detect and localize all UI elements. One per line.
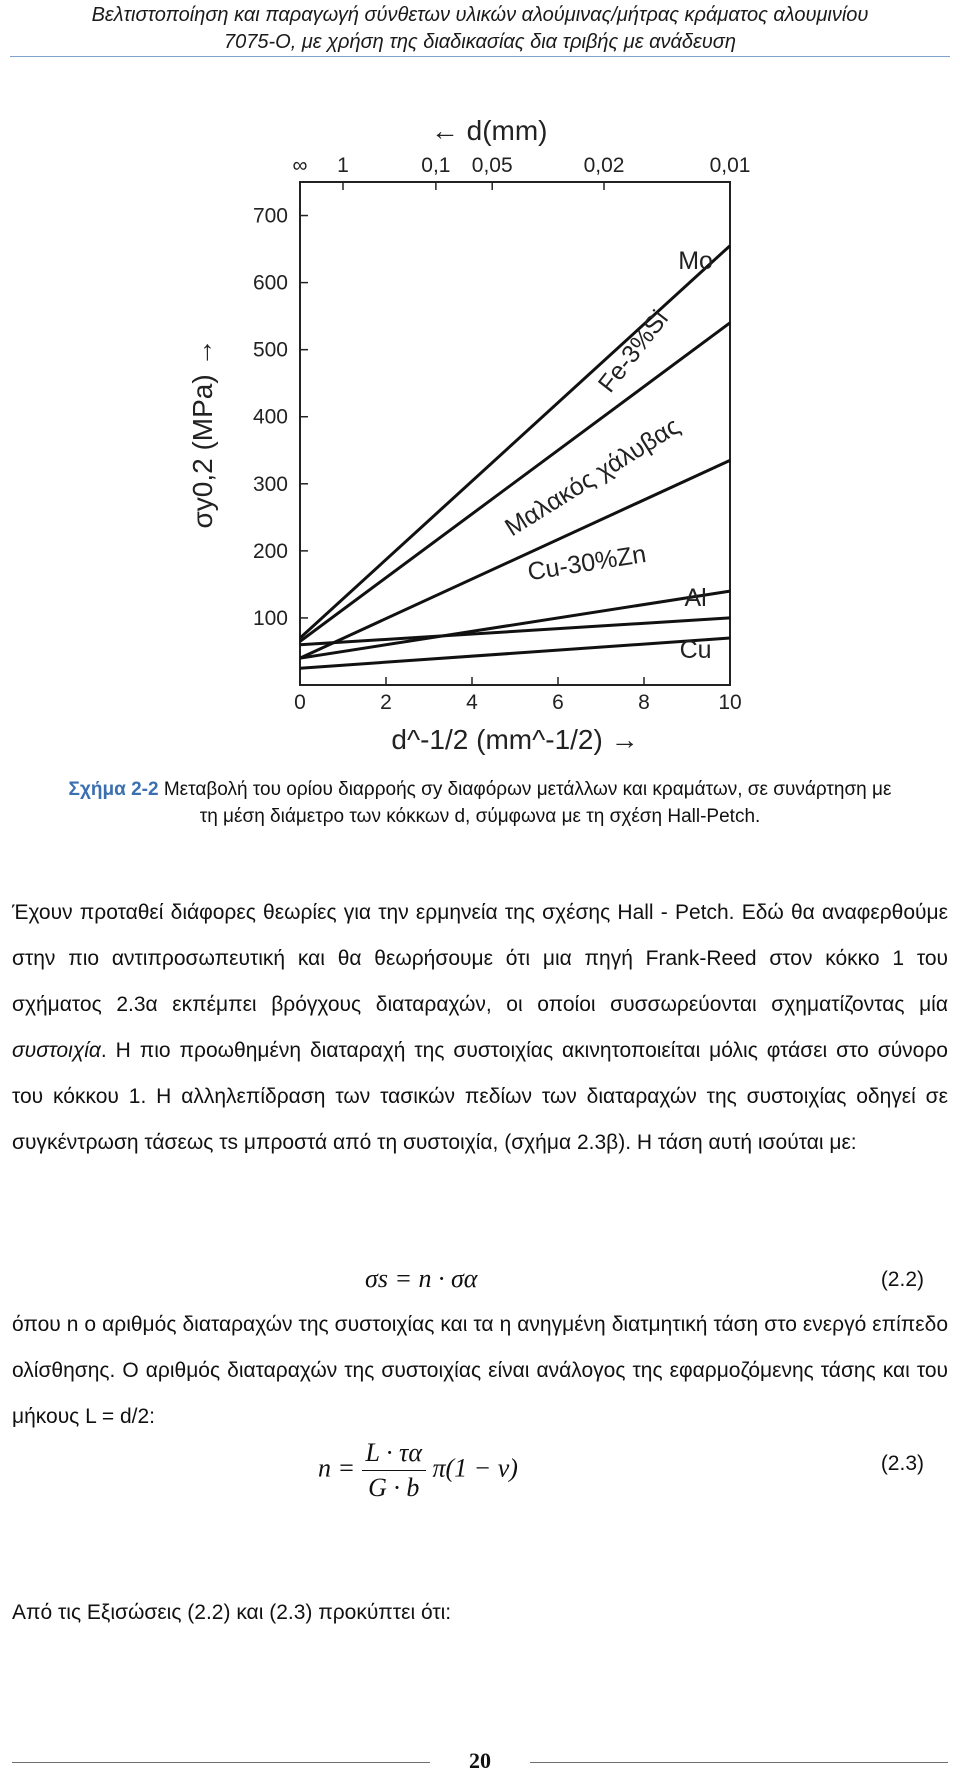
x-tick-label: 4: [466, 691, 478, 714]
paragraph-1-italic: συστοιχία: [12, 1039, 101, 1062]
body-paragraph-2: [12, 1302, 948, 1440]
x-axis-title: d^-1/2 (mm^-1/2) →: [391, 724, 639, 755]
running-header: [0, 0, 960, 56]
x-tick-label: 0: [294, 691, 306, 714]
y-tick-label: 200: [252, 539, 288, 563]
series-line: [300, 618, 730, 645]
series-label: Cu-30%Zn: [525, 539, 649, 587]
body-paragraph-3: [12, 1590, 948, 1636]
y-tick-label: 100: [252, 606, 288, 630]
y-tick-label: 500: [252, 338, 288, 362]
header-line-2: 7075-O, με χρήση της διαδικασίας δια τριβής με ανάδευση: [224, 31, 736, 53]
x-tick-label: 2: [380, 691, 392, 714]
header-rule: [10, 56, 950, 57]
equation-2-2-formula: σs = n · σα: [365, 1264, 478, 1293]
figure-caption: [60, 776, 900, 830]
top-tick-label: 0,05: [471, 154, 513, 177]
series-lines: [300, 246, 730, 669]
y-tick-label: 400: [252, 405, 288, 429]
footer-rule-right: [530, 1762, 948, 1763]
equation-2-3-fraction: [362, 1438, 426, 1503]
paragraph-1-text: Έχουν προταθεί διάφορες θεωρίες για την ερμηνεία της σχέσης Hall - Petch. Εδώ θα αναφερθούμε στην πιο αντιπροσωπευτική και θα θεωρήσουμε ότι μια πηγή Frank-Reed στον κόκκο 1 του σχήματος 2.3α εκπέμπει βρόγχους διαταραχών, οι οποίοι συσσωρεύονται σχηματίζοντας μία: [12, 901, 948, 1016]
equation-2-3-number: (2.3): [880, 1452, 924, 1475]
series-line: [300, 638, 730, 668]
paragraph-3-text: Από τις Εξισώσεις (2.2) και (2.3) προκύπτει ότι:: [12, 1601, 452, 1624]
series-line: [300, 591, 730, 658]
figure-caption-label: Σχήμα 2-2: [68, 779, 159, 800]
series-label: Al: [684, 583, 707, 612]
y-tick-label: 700: [252, 204, 288, 228]
y-axis-title: σy0,2 (MPa) →: [187, 338, 218, 529]
x-tick-label: 8: [638, 691, 650, 714]
hall-petch-chart: [0, 120, 960, 760]
top-axis-title: ← d(mm): [430, 120, 548, 146]
x-tick-label: 10: [718, 691, 742, 714]
header-line-1: Βελτιστοποίηση και παραγωγή σύνθετων υλικών αλούμινας/μήτρας κράματος αλουμινίου: [91, 4, 869, 26]
top-tick-label: 0,1: [421, 154, 451, 177]
equation-2-3-numerator: L · τα: [362, 1438, 426, 1471]
body-paragraph-1: [12, 890, 948, 1166]
y-tick-label: 600: [252, 271, 288, 295]
y-tick-label: 300: [252, 472, 288, 496]
top-tick-label: 0,02: [583, 154, 625, 177]
series-label: Fe-3%Si: [592, 305, 674, 398]
series-line: [300, 323, 730, 642]
equation-2-3: [0, 1430, 960, 1520]
paragraph-1-rest: . Η πιο προωθημένη διαταραχή της συστοιχίας ακινητοποιείται μόλις φτάσει στο σύνορο του κόκκου 1. Η αλληλεπίδραση των τασικών πεδίων των διαταραχών της συστοιχίας οδηγεί σε συγκέντρωση τάσεως τs μπροστά από τη συστοιχία, (σχήμα 2.3β). Η τάση αυτή ισούται με:: [12, 1039, 948, 1154]
equation-2-2: [0, 1260, 960, 1304]
series-label: Cu: [679, 636, 712, 665]
equation-2-3-denominator: G · b: [368, 1473, 420, 1502]
top-tick-label: 0,01: [709, 154, 751, 177]
series-label: Mo: [678, 247, 713, 276]
equation-2-2-number: (2.2): [880, 1268, 924, 1291]
footer-rule-left: [12, 1762, 430, 1763]
top-tick-label: 1: [337, 154, 349, 177]
series-label: Μαλακός χάλυβας: [500, 412, 685, 542]
top-tick-label: ∞: [292, 154, 308, 177]
x-tick-label: 6: [552, 691, 564, 714]
figure-caption-text: Μεταβολή του ορίου διαρροής σy διαφόρων μετάλλων και κραμάτων, σε συνάρτηση με τη μέση διάμετρο των κόκκων d, σύμφωνα με τη σχέση Hall-Petch.: [163, 779, 892, 827]
equation-2-3-formula: [318, 1438, 518, 1503]
chart-labels: [187, 120, 750, 755]
equation-2-3-right: π(1 − ν): [432, 1453, 518, 1483]
equation-2-3-left: n =: [318, 1453, 356, 1483]
series-line: [300, 460, 730, 658]
page-number: 20: [469, 1748, 491, 1773]
paragraph-2-text: όπου n ο αριθμός διαταραχών της συστοιχίας και τα η ανηγμένη διατμητική τάση στο ενεργό επίπεδο ολίσθησης. Ο αριθμός διαταραχών της συστοιχίας είναι ανάλογος της εφαρμοζόμενης τάσης και του μήκους L = d/2:: [12, 1313, 948, 1428]
